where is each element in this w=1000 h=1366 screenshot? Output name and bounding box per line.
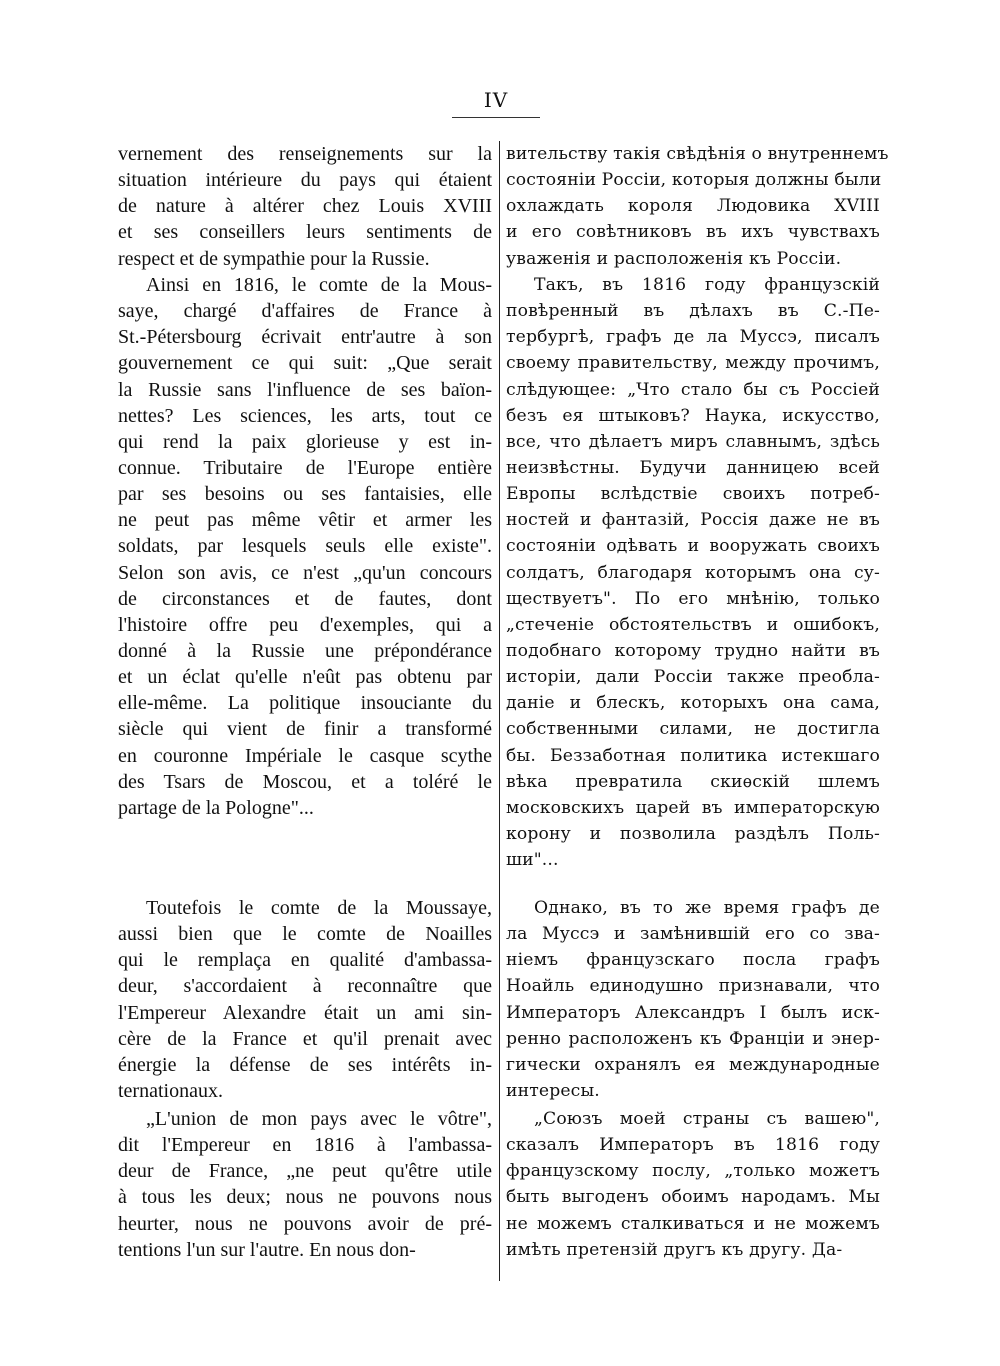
column-divider	[499, 141, 500, 1281]
text-line: Императоръ Александръ I былъ иск-	[506, 1002, 880, 1023]
text-line: heurter, nous ne pouvons avoir de pré-	[118, 1212, 492, 1235]
text-line: все, что дѣлаетъ миръ славнымъ, здѣсь	[506, 431, 880, 452]
text-line: „L'union de mon pays avec le vôtre",	[146, 1108, 492, 1130]
text-line: de nature à altérer chez Louis XVIII	[118, 195, 492, 218]
french-paragraph-2	[118, 272, 492, 821]
text-line: своему правительству, между прочимъ,	[506, 353, 880, 374]
text-line: „Союзъ моей страны съ вашею",	[534, 1109, 880, 1129]
text-line: исторіи, дали Россіи также преобла-	[506, 667, 880, 688]
russian-paragraph-3	[506, 895, 880, 1104]
text-line: даніе и блескъ, которыхъ она сама,	[506, 693, 880, 714]
text-line: l'histoire offre peu d'exemples, qui a	[118, 613, 492, 636]
text-line: охлаждать короля Людовика XVIII	[506, 196, 880, 217]
text-line: ши"...	[506, 850, 559, 871]
text-line: partage de la Pologne"...	[118, 796, 314, 819]
text-line: собственными силами, не достигла	[506, 719, 880, 740]
text-line: gouvernement ce qui suit: „Que serait	[118, 352, 492, 375]
text-line: подобнаго которому трудно найти въ	[506, 640, 880, 661]
text-line: deur de France, „ne peut qu'être utile	[118, 1160, 492, 1183]
text-line: тербургѣ, графъ де ла Муссэ, писалъ	[506, 327, 880, 348]
text-line: Однако, въ то же время графъ де	[534, 898, 880, 918]
text-line: deur, s'accordaient à reconnaître que	[118, 975, 492, 998]
text-line: en couronne Impériale le casque scythe	[118, 744, 492, 767]
text-line: уваженія и расположенія къ Россіи.	[506, 248, 842, 269]
text-line: ществуетъ". По его мнѣнію, только	[506, 588, 880, 609]
text-line: „стеченіе обстоятельствъ и ошибокъ,	[506, 614, 880, 635]
text-line: siècle qui vient de finir a transformé	[118, 718, 492, 741]
text-line: корону и позволила раздѣлъ Поль-	[506, 823, 880, 844]
text-line: saye, chargé d'affaires de France à	[118, 300, 492, 323]
text-line: слѣдующее: „Что стало бы съ Россіей	[506, 379, 880, 400]
text-line: Selon son avis, ce n'est „qu'un concours	[118, 561, 492, 584]
text-line: не можемъ сталкиваться и не можемъ	[506, 1213, 880, 1234]
text-line: состояніи одѣвать и вооружать своихъ	[506, 536, 880, 557]
text-line: ніемъ французскаго посла графъ	[506, 950, 880, 971]
text-line: имѣть претензій другъ къ другу. Да-	[506, 1239, 843, 1260]
text-line: connue. Tributaire de l'Europe entière	[118, 456, 492, 479]
french-paragraph-1	[118, 141, 492, 272]
russian-paragraph-2	[506, 272, 880, 873]
text-line: Ноайль единодушно признавали, что	[506, 976, 880, 997]
french-paragraph-3	[118, 895, 492, 1104]
text-line: la Russie sans l'influence de ses baïon-	[118, 378, 492, 401]
text-line: гически охранялъ ея международные	[506, 1054, 880, 1075]
text-line: и его совѣтниковъ въ ихъ чувствахъ	[506, 222, 880, 243]
text-line: à tous les deux; nous ne pouvons nous	[118, 1186, 492, 1209]
text-line: Ainsi en 1816, le comte de la Mous-	[146, 274, 492, 296]
text-line: сказалъ Императоръ въ 1816 году	[506, 1135, 880, 1156]
text-line: ne peut pas même vêtir et armer les	[118, 509, 492, 532]
text-line: быть выгоденъ обоимъ народамъ. Мы	[506, 1187, 880, 1208]
text-line: tentions l'un sur l'autre. En nous don-	[118, 1238, 416, 1261]
text-line: вительству такія свѣдѣнія о внутреннемъ	[506, 144, 889, 164]
text-line: повѣренный въ дѣлахъ въ С.-Пе-	[506, 301, 880, 322]
text-line: énergie la défense de ses intérêts in-	[118, 1053, 492, 1076]
text-line: dit l'Empereur en 1816 à l'ambassa-	[118, 1134, 492, 1157]
text-line: situation intérieure du pays qui étaient	[118, 169, 492, 192]
text-line: qui le remplaça en qualité d'ambassa-	[118, 949, 492, 972]
text-line: de circonstances et de fautes, dont	[118, 587, 492, 610]
text-line: интересы.	[506, 1080, 600, 1101]
text-line: par ses besoins ou ses fantaisies, elle	[118, 483, 492, 506]
text-line: St.-Pétersbourg écrivait entr'autre à son	[118, 326, 492, 349]
text-line: бы. Беззаботная политика истекшаго	[506, 745, 880, 766]
text-line: elle-même. La politique insouciante du	[118, 692, 492, 715]
text-line: l'Empereur Alexandre était un ami sin-	[118, 1001, 492, 1024]
text-line: безъ ея штыковъ? Наука, искусство,	[506, 405, 880, 426]
text-line: ренно расположенъ къ Франціи и энер-	[506, 1028, 880, 1049]
text-line: Европы вслѣдствіе своихъ потреб-	[506, 484, 880, 505]
text-line: французскому послу, „только можетъ	[506, 1161, 880, 1182]
text-line: aussi bien que le comte de Noailles	[118, 923, 492, 946]
text-line: donné à la Russie une prépondérance	[118, 639, 492, 662]
russian-paragraph-4	[506, 1106, 880, 1263]
text-line: et ses conseillers leurs sentiments de	[118, 221, 492, 244]
text-line: des Tsars de Moscou, et a toléré le	[118, 770, 492, 793]
text-line: ностей и фантазій, Россія даже не въ	[506, 510, 880, 531]
text-line: ternationaux.	[118, 1079, 223, 1102]
text-line: состояніи Россіи, которыя должны были	[506, 170, 882, 191]
text-line: Такъ, въ 1816 году французскій	[534, 275, 880, 295]
text-line: вѣка превратила скиѳскій шлемъ	[506, 771, 880, 792]
text-line: et un éclat qu'elle n'eût pas obtenu par	[118, 666, 492, 689]
page-number: IV	[483, 88, 509, 112]
text-line: qui rend la paix glorieuse y est in-	[118, 430, 492, 453]
text-line: vernement des renseignements sur la	[118, 143, 492, 165]
text-line: nettes? Les sciences, les arts, tout ce	[118, 404, 492, 427]
text-line: soldats, par lesquels seuls elle existe".	[118, 535, 492, 558]
text-line: cère de la France et qu'il prenait avec	[118, 1027, 492, 1050]
text-line: respect et de sympathie pour la Russie.	[118, 247, 430, 270]
french-paragraph-4	[118, 1106, 492, 1263]
text-line: московскихъ царей въ императорскую	[506, 797, 880, 818]
text-line: ла Муссэ и замѣнившій его со зва-	[506, 924, 880, 945]
russian-paragraph-1	[506, 141, 889, 272]
text-line: Toutefois le comte de la Moussaye,	[146, 897, 492, 919]
text-line: неизвѣстны. Будучи данницею всей	[506, 457, 880, 478]
text-line: солдатъ, благодаря которымъ она су-	[506, 562, 880, 583]
page-number-underline	[452, 117, 540, 118]
